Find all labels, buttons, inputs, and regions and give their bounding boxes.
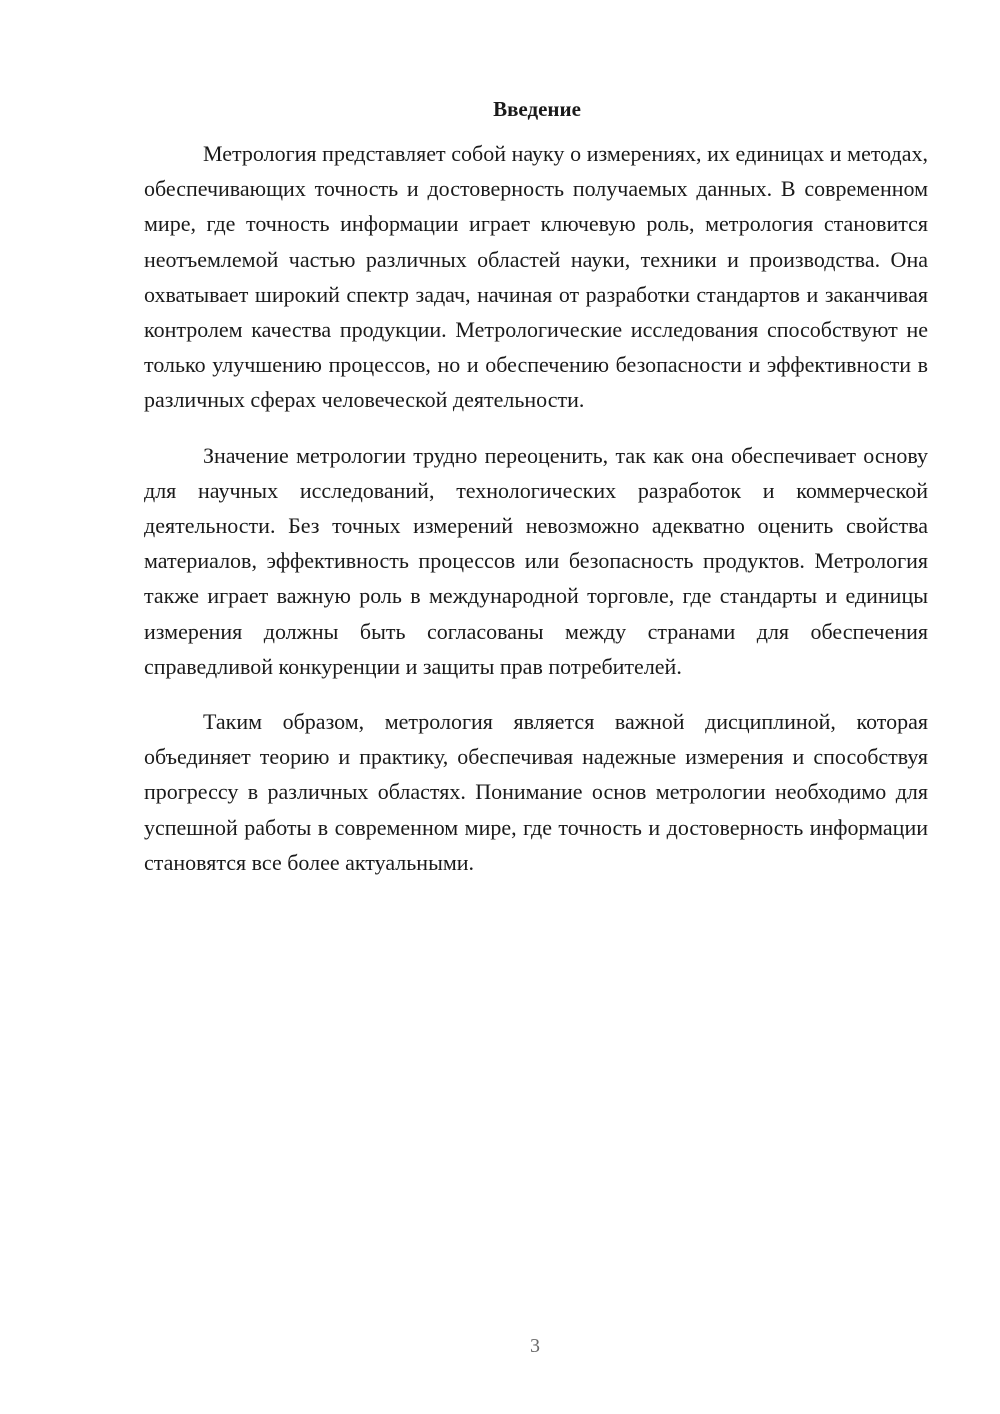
page-number: 3 <box>530 1335 540 1357</box>
paragraph-2: Значение метрологии трудно переоценить, так как она обеспечивает основу для научных исследований, технологических разработок и коммерческой деятельности. Без точных измерений невозможно адекватно оценить свойства материалов, эффективность процессов или безопасность продуктов. Метрология также играет важную роль в международной торговле, где стандарты и единицы измерения должны быть согласованы между странами для обеспечения справедливой конкуренции и защиты прав потребителей. <box>144 442 928 679</box>
paragraph-1: Метрология представляет собой науку о измерениях, их единицах и методах, обеспечивающих точность и достоверность получаемых данных. В современном мире, где точность информации играет ключевую роль, метрология становится неотъемлемой частью различных областей науки, техники и производства. Она охватывает широкий спектр задач, начиная от разработки стандартов и заканчивая контролем качества продукции. Метрологические исследования способствуют не только улучшению процессов, но и обеспечению безопасности и эффективности в различных сферах человеческой деятельности. <box>144 141 928 413</box>
paragraph-3: Таким образом, метрология является важной дисциплиной, которая объединяет теорию и практику, обеспечивая надежные измерения и способствуя прогрессу в различных областях. Понимание основ метрологии необходимо для успешной работы в современном мире, где точность и достоверность информации становятся все более актуальными. <box>144 709 928 875</box>
page-content <box>144 94 928 900</box>
section-heading: Введение <box>493 97 581 121</box>
